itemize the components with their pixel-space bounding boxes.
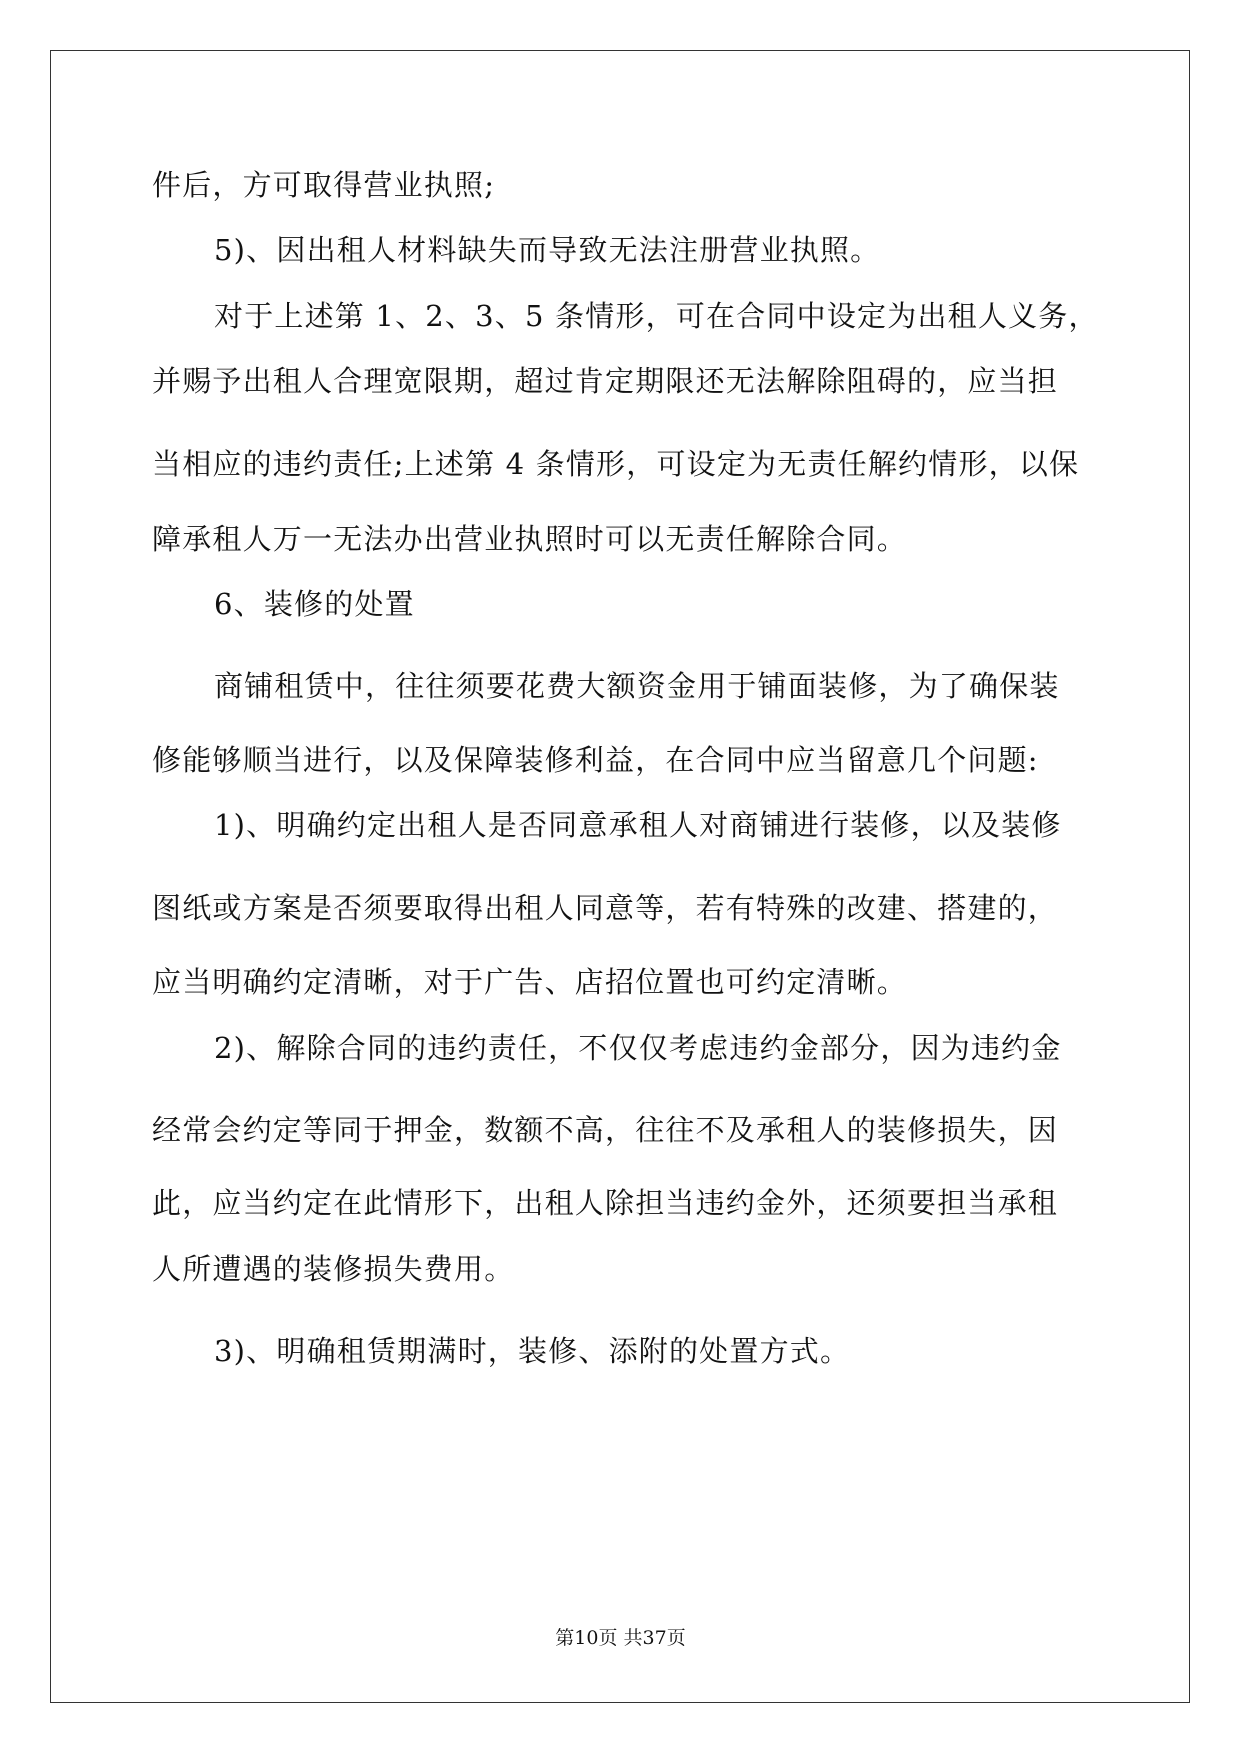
text-line: 对于上述第 1、2、3、5 条情形，可在合同中设定为出租人义务， [214, 299, 1099, 333]
text-line: 应当明确约定清晰，对于广告、店招位置也可约定清晰。 [152, 965, 908, 999]
text-line: 1)、明确约定出租人是否同意承租人对商铺进行装修，以及装修 [214, 808, 1062, 842]
text-line: 此，应当约定在此情形下，出租人除担当违约金外，还须要担当承租 [152, 1186, 1059, 1220]
text-line: 障承租人万一无法办出营业执照时可以无责任解除合同。 [152, 522, 908, 556]
text-line: 3)、明确租赁期满时，装修、添附的处置方式。 [214, 1334, 851, 1368]
text-line: 图纸或方案是否须要取得出租人同意等，若有特殊的改建、搭建的， [152, 891, 1059, 925]
text-line: 件后，方可取得营业执照; [152, 168, 496, 202]
text-line: 6、装修的处置 [214, 587, 415, 621]
text-line: 经常会约定等同于押金，数额不高，往往不及承租人的装修损失，因 [152, 1113, 1059, 1147]
text-line: 商铺租赁中，往往须要花费大额资金用于铺面装修，为了确保装 [214, 669, 1060, 703]
text-line: 2)、解除合同的违约责任，不仅仅考虑违约金部分，因为违约金 [214, 1031, 1062, 1065]
text-line: 修能够顺当进行，以及保障装修利益，在合同中应当留意几个问题: [152, 743, 1039, 777]
text-line: 当相应的违约责任;上述第 4 条情形，可设定为无责任解约情形，以保 [152, 447, 1080, 481]
page-number-footer: 第10页 共37页 [555, 1627, 686, 1649]
text-line: 5)、因出租人材料缺失而导致无法注册营业执照。 [214, 233, 881, 267]
text-line: 并赐予出租人合理宽限期，超过肯定期限还无法解除阻碍的，应当担 [152, 364, 1059, 398]
text-line: 人所遭遇的装修损失费用。 [152, 1252, 515, 1286]
